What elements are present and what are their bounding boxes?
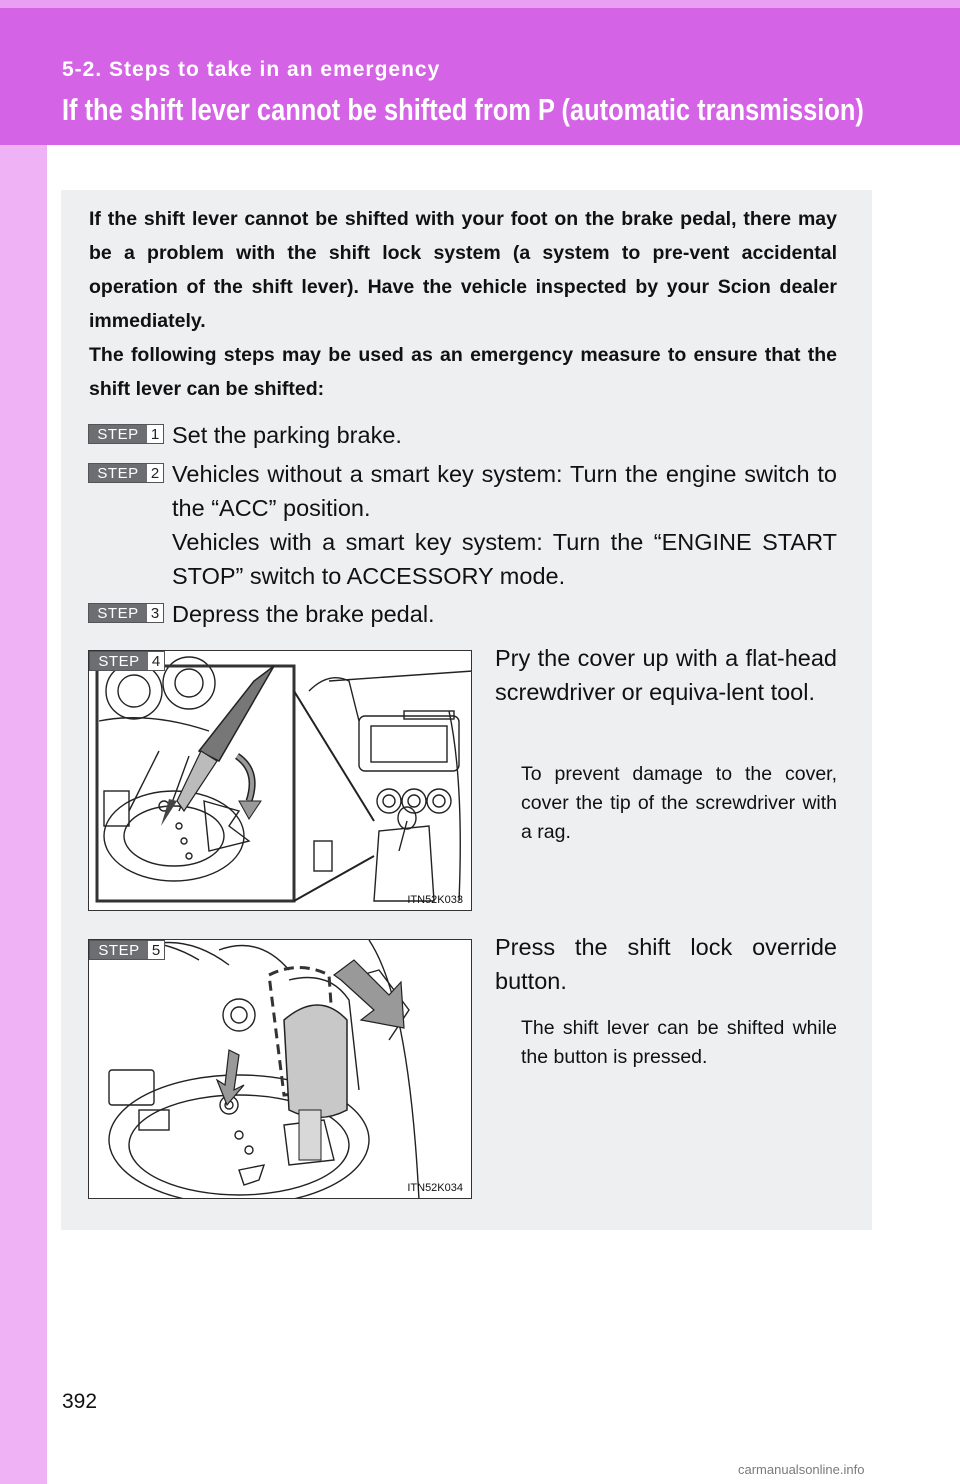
shift-lock-override-illustration: [89, 940, 472, 1199]
step-5-note: The shift lever can be shifted while the button is pressed.: [521, 1017, 837, 1068]
step-2-instruction-b: Vehicles with a smart key system: Turn the “ENGINE START STOP” switch to ACCESSORY mode.: [172, 529, 837, 589]
step-number: 5: [151, 941, 161, 959]
step-word: STEP: [89, 425, 147, 443]
step-4-text: Pry the cover up with a flat-head screwdriver or equiva-lent tool.: [495, 645, 837, 705]
page-title: If the shift lever cannot be shifted from P (automatic transmission): [62, 92, 864, 127]
intro-paragraph-1: If the shift lever cannot be shifted with your foot on the brake pedal, there may be a problem with the shift lock system (a system to pre-vent accidental operation of the shift lever). Have the vehicle inspected by your Scion dealer immediately.: [89, 208, 837, 332]
step-4-badge: [89, 651, 165, 671]
step-3-instruction: Depress the brake pedal.: [172, 601, 435, 627]
screwdriver-cover-illustration: [89, 651, 472, 911]
step-word: STEP: [89, 604, 147, 622]
step-4-note: To prevent damage to the cover, cover the tip of the screwdriver with a rag.: [521, 763, 837, 843]
step-word: STEP: [90, 652, 148, 670]
intro-text: [89, 202, 837, 406]
step-1-badge: [88, 424, 164, 444]
step-word: STEP: [90, 941, 148, 959]
step-number: 4: [151, 652, 161, 670]
step-badge-box: [89, 940, 165, 960]
step-3-badge: [88, 603, 164, 623]
step-5-illustration: [88, 939, 472, 1199]
watermark-link[interactable]: carmanualsonline.info: [738, 1462, 865, 1477]
step-number: 1: [150, 425, 160, 443]
figure-code: ITN52K033: [407, 894, 463, 906]
step-3-text: [172, 597, 837, 631]
step-1-text: [172, 418, 837, 452]
step-2-instruction-a: Vehicles without a smart key system: Turn the engine switch to the “ACC” position.: [172, 461, 837, 521]
step-number: 2: [150, 464, 160, 482]
page-header: [0, 0, 960, 145]
step-badge-box: [89, 651, 165, 671]
figure-code: ITN52K034: [407, 1182, 463, 1194]
step-5-text: Press the shift lock override button.: [495, 934, 837, 994]
step-word: STEP: [89, 464, 147, 482]
section-label: 5-2. Steps to take in an emergency: [62, 58, 441, 81]
step-5-badge: [89, 940, 165, 960]
step-1-instruction: Set the parking brake.: [172, 422, 402, 448]
header-top-strip: [0, 0, 960, 8]
left-margin-band: [0, 0, 47, 1484]
step-2-badge: [88, 463, 164, 483]
step-number: 3: [150, 604, 160, 622]
intro-paragraph-2: The following steps may be used as an emergency measure to ensure that the shift lever can be shifted:: [89, 344, 837, 400]
step-4-illustration: [88, 650, 472, 911]
page-number: 392: [62, 1390, 98, 1413]
step-2-text: [172, 457, 837, 593]
